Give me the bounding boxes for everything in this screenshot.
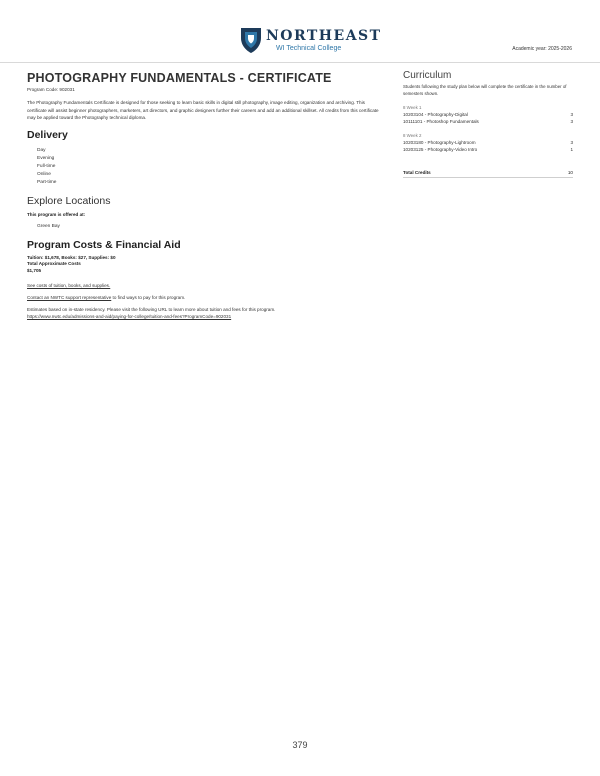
course-credits: 3 — [570, 119, 573, 124]
delivery-item: Evening — [37, 155, 55, 161]
estimate-note: Estimates based on in-state residency. Please visit the following URL to learn more about tuition and fees for this program. — [27, 306, 276, 312]
program-code: Program Code: 902031 — [27, 87, 75, 92]
course-row — [403, 146, 573, 153]
total-credits-value: 10 — [567, 170, 573, 175]
delivery-item: Day — [37, 147, 46, 153]
costs-link[interactable]: See costs of tuition, books, and supplies. — [27, 282, 111, 288]
shield-logo-icon — [240, 26, 262, 54]
course-credits: 1 — [570, 147, 573, 152]
total-costs-value: $1,705 — [27, 268, 42, 274]
location-item: Green Bay — [37, 223, 60, 229]
logo-subtitle: WI Technical College — [276, 45, 342, 52]
costs-heading: Program Costs & Financial Aid — [27, 238, 181, 251]
contact-support-text: to find ways to pay for this program. — [111, 294, 186, 300]
cost-breakdown: Tuition: $1,678, Books: $27, Supplies: $0 — [27, 254, 116, 260]
course-credits: 3 — [570, 140, 573, 145]
week-label: 8 Week 2 — [403, 133, 422, 138]
course-credits: 3 — [570, 112, 573, 117]
page-header — [0, 0, 600, 63]
page-number: 379 — [292, 740, 308, 750]
course-name: 10111101 - Photoshop Fundamentals — [403, 119, 479, 124]
program-main-column — [27, 70, 387, 320]
program-title: PHOTOGRAPHY FUNDAMENTALS - CERTIFICATE — [27, 71, 332, 85]
delivery-heading: Delivery — [27, 128, 68, 141]
delivery-item: Full-time — [37, 163, 56, 169]
academic-year: Academic year: 2025-2026 — [512, 46, 572, 52]
college-logo[interactable] — [240, 24, 382, 58]
delivery-item: Online — [37, 171, 51, 177]
total-credits-row — [403, 169, 573, 178]
locations-heading: Explore Locations — [27, 194, 111, 207]
contact-support-link[interactable]: Contact an NWTC support representative — [27, 294, 112, 300]
curriculum-column — [403, 70, 573, 178]
total-costs-label: Total Approximate Costs — [27, 261, 81, 267]
course-row — [403, 111, 573, 118]
week-label: 8 Week 1 — [403, 105, 422, 110]
logo-name: NORTHEAST — [266, 28, 382, 44]
course-name: 10203180 - Photography-Lightroom — [403, 140, 476, 145]
course-row — [403, 118, 573, 125]
delivery-list — [37, 147, 387, 187]
course-row — [403, 139, 573, 146]
locations-list — [37, 223, 387, 231]
curriculum-heading: Curriculum — [403, 70, 452, 81]
course-name: 10203125 - Photography-Video Intro — [403, 147, 478, 152]
tuition-url-link[interactable]: https://www.nwtc.edu/admissions-and-aid/paying-for-college/tuition-and-fees?ProgramCode=902031 — [27, 313, 232, 319]
locations-intro: This program is offered at: — [27, 211, 86, 217]
program-description: The Photography Fundamentals Certificate is designed for those seeking to learn basic skills in digital still photography, image editing, organization and archiving. This certificate will assist beginner photographers, marketers, art directors, and graphic designers further their careers and add an additional skillset. All credits from this certificate may be applied toward the Photography technical diploma. — [27, 100, 379, 121]
curriculum-note: Students following the study plan below will complete the certificate in the number of semesters shown. — [403, 84, 567, 96]
delivery-item: Part-time — [37, 179, 57, 185]
course-name: 10203104 - Photography-Digital — [403, 112, 468, 117]
total-credits-label: Total Credits — [403, 170, 431, 175]
